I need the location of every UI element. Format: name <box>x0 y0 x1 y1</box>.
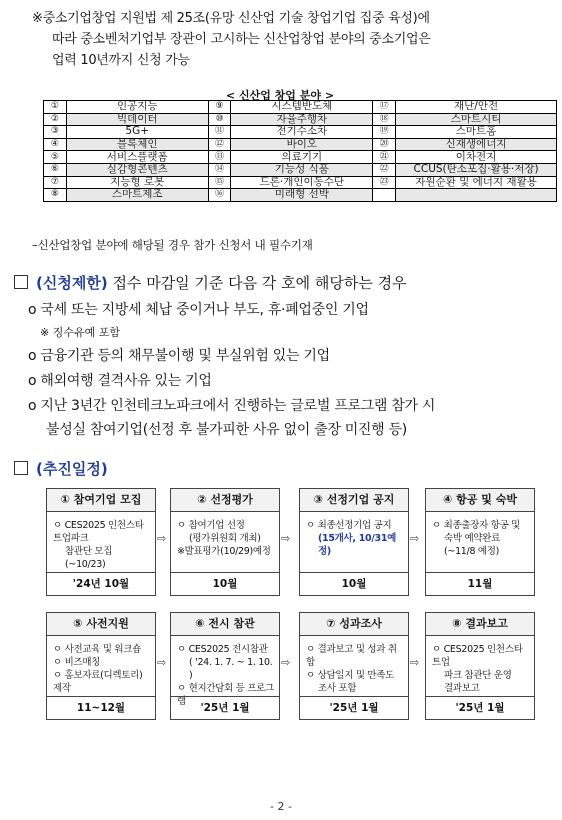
field-number: ① <box>44 101 67 114</box>
schedule-step-title: ② 선정평가 <box>171 489 279 512</box>
field-number: ④ <box>44 138 67 151</box>
field-number: ⑭ <box>208 163 231 176</box>
schedule-step-body <box>432 519 530 558</box>
arrow-right-icon: ⇨ <box>410 656 420 669</box>
schedule-step-body-line: ( '24. 1. 7. ~ 1. 10. ) <box>189 657 273 681</box>
schedule-step-date: '25년 1월 <box>426 696 534 719</box>
field-name: 실감형콘텐츠 <box>66 163 208 176</box>
field-name: 자원순환 및 에너지 재활용 <box>396 176 557 189</box>
schedule-step-body <box>306 519 404 558</box>
field-number: ⑱ <box>373 113 396 126</box>
intro-note <box>32 8 552 71</box>
field-name: 인공지능 <box>66 101 208 114</box>
schedule-step-body-line: ㅇ CES2025 전시참관 <box>177 644 268 655</box>
field-number: ⑬ <box>208 151 231 164</box>
field-name: 신재생에너지 <box>396 138 557 151</box>
schedule-step-body-line: ㅇ 상담일지 및 만족도 <box>306 670 395 681</box>
schedule-step-body-line: 참관단 모집(~10/23) <box>65 546 113 570</box>
schedule-step-date: '25년 1월 <box>300 696 408 719</box>
schedule-step-date: 11~12월 <box>47 696 155 719</box>
arrow-right-icon: ⇨ <box>281 656 291 669</box>
schedule-step-body <box>306 643 404 695</box>
restrictions-heading-text: 접수 마감일 기준 다음 각 호에 해당하는 경우 <box>107 274 407 292</box>
schedule-step-card <box>46 488 156 596</box>
field-number: ⑨ <box>208 101 231 114</box>
field-name: 자율주행차 <box>231 113 373 126</box>
schedule-step-body-line: ㅇ 최종출장자 항공 및 <box>432 520 521 531</box>
schedule-step-body-line: ※발표평가(10/29)예정 <box>177 546 271 557</box>
field-number: ⑥ <box>44 163 67 176</box>
field-number: ⑮ <box>208 176 231 189</box>
restriction-item-4: o 지난 3년간 인천테크노파크에서 진행하는 글로벌 프로그램 참가 시 <box>28 398 436 414</box>
field-number: ⑲ <box>373 126 396 139</box>
schedule-step-date: 10월 <box>171 572 279 595</box>
schedule-step-date: '24년 10월 <box>47 572 155 595</box>
field-name <box>396 189 557 202</box>
arrow-right-icon: ⇨ <box>157 532 167 545</box>
schedule-step-body-line: ㅇ 현지간담회 등 프로그램 <box>177 683 274 707</box>
field-number <box>373 189 396 202</box>
schedule-step-body-line: ㅇ 사전교육 및 워크숍 <box>53 644 142 655</box>
field-number: ⑩ <box>208 113 231 126</box>
field-name: 블록체인 <box>66 138 208 151</box>
field-name: 시스템반도체 <box>231 101 373 114</box>
intro-line-2: 따라 중소벤처기업부 장관이 고시하는 신산업창업 분야의 중소기업은 <box>52 32 431 47</box>
field-number: ⑧ <box>44 189 67 202</box>
schedule-step-body-line: ㅇ 비즈매칭 <box>53 657 101 668</box>
field-name: 바이오 <box>231 138 373 151</box>
field-number: ⑫ <box>208 138 231 151</box>
schedule-step-title: ⑤ 사전지원 <box>47 613 155 636</box>
field-number: ② <box>44 113 67 126</box>
field-name: 스마트시티 <box>396 113 557 126</box>
field-number: ㉓ <box>373 176 396 189</box>
restrictions-heading-label: (신청제한) <box>36 274 108 292</box>
schedule-step-card <box>425 488 535 596</box>
fields-table-row <box>44 101 557 114</box>
schedule-step-date: 10월 <box>300 572 408 595</box>
field-number: ⑦ <box>44 176 67 189</box>
restriction-item-4-cont: 불성실 참여기업(선정 후 불가피한 사유 없이 출장 미진행 등) <box>46 422 407 438</box>
field-number: ③ <box>44 126 67 139</box>
checkbox-square-icon <box>14 275 28 289</box>
schedule-step-card <box>170 612 280 720</box>
schedule-step-body-line: ㅇ 결과보고 및 성과 취합 <box>306 644 397 668</box>
fields-table-row <box>44 189 557 202</box>
schedule-step-title: ① 참여기업 모집 <box>47 489 155 512</box>
schedule-step-card <box>425 612 535 720</box>
field-name: 스마트홈 <box>396 126 557 139</box>
field-name: 5G+ <box>66 126 208 139</box>
field-name: 의료기기 <box>231 151 373 164</box>
intro-line-3: 업력 10년까지 신청 가능 <box>52 53 190 68</box>
schedule-step-body-line: ㅇ 홍보자료(디렉토리) 제작 <box>53 670 143 694</box>
schedule-step-body-line: 숙박 예약완료 <box>444 533 500 544</box>
restrictions-heading <box>14 272 407 293</box>
schedule-step-date: '25년 1월 <box>171 696 279 719</box>
field-name: 서비스플랫폼 <box>66 151 208 164</box>
field-name: 빅데이터 <box>66 113 208 126</box>
schedule-step-body-line: 파크 참관단 운영 <box>444 670 512 681</box>
restriction-item-2: o 금융기관 등의 채무불이행 및 부실위험 있는 기업 <box>28 348 330 364</box>
field-number: ㉒ <box>373 163 396 176</box>
checkbox-square-icon <box>14 461 28 475</box>
schedule-step-body-line: ㅇ CES2025 인천스타트업파크 <box>53 520 144 544</box>
page-number: - 2 - <box>270 800 292 813</box>
fields-table-title: < 신산업 창업 분야 > <box>225 89 335 102</box>
schedule-step-body <box>53 519 151 571</box>
schedule-step-body-line: 조사 포함 <box>318 683 357 694</box>
schedule-heading <box>14 458 108 479</box>
fields-table-row <box>44 163 557 176</box>
schedule-step-body <box>432 643 530 695</box>
fields-table-row <box>44 138 557 151</box>
field-name: 이차전지 <box>396 151 557 164</box>
schedule-step-title: ⑦ 성과조사 <box>300 613 408 636</box>
schedule-step-body-line: ㅇ CES2025 인천스타트업 <box>432 644 523 668</box>
fields-table-row <box>44 151 557 164</box>
fields-table <box>43 100 557 202</box>
fields-footnote: –신산업창업 분야에 해당될 경우 참가 신청서 내 필수기재 <box>32 238 313 252</box>
schedule-step-body-line: ㅇ 최종선정기업 공지 <box>306 520 392 531</box>
arrow-right-icon: ⇨ <box>157 656 167 669</box>
schedule-step-title: ⑧ 결과보고 <box>426 613 534 636</box>
field-name: 스마트제조 <box>66 189 208 202</box>
fields-table-row <box>44 176 557 189</box>
restriction-item-1: o 국세 또는 지방세 체납 중이거나 부도, 휴·폐업중인 기업 <box>28 302 369 318</box>
schedule-step-title: ③ 선정기업 공지 <box>300 489 408 512</box>
schedule-step-card <box>299 488 409 596</box>
field-number: ㉑ <box>373 151 396 164</box>
schedule-step-title: ④ 항공 및 숙박 <box>426 489 534 512</box>
field-number: ⑪ <box>208 126 231 139</box>
field-name: 미래형 선박 <box>231 189 373 202</box>
field-name: 기능성 식품 <box>231 163 373 176</box>
field-name: 재난/안전 <box>396 101 557 114</box>
schedule-step-body <box>177 519 275 558</box>
schedule-step-body-line: ㅇ 참여기업 선정 <box>177 520 245 531</box>
intro-line-1: ※중소기업창업 지원법 제 25조(유망 신산업 기술 창업기업 집중 육성)에 <box>32 11 430 26</box>
arrow-right-icon: ⇨ <box>281 532 291 545</box>
field-name: 드론·개인이동수단 <box>231 176 373 189</box>
schedule-step-body-line: (~11/8 예정) <box>444 546 500 557</box>
arrow-right-icon: ⇨ <box>410 532 420 545</box>
fields-table-row <box>44 126 557 139</box>
field-number: ⑰ <box>373 101 396 114</box>
field-name: CCUS(탄소포집·활용·저장) <box>396 163 557 176</box>
schedule-step-body-line: (15개사, 10/31예정) <box>318 533 397 557</box>
schedule-step-card <box>299 612 409 720</box>
schedule-step-body <box>53 643 151 695</box>
field-name: 지능형 로봇 <box>66 176 208 189</box>
field-name: 전기수소차 <box>231 126 373 139</box>
schedule-step-date: 11월 <box>426 572 534 595</box>
schedule-step-body-line: (평가위원회 개최) <box>189 533 261 544</box>
schedule-step-card <box>170 488 280 596</box>
field-number: ⑤ <box>44 151 67 164</box>
fields-table-row <box>44 113 557 126</box>
schedule-heading-label: (추진일정) <box>36 460 108 478</box>
field-number: ⑯ <box>208 189 231 202</box>
schedule-step-card <box>46 612 156 720</box>
schedule-step-body-line: 결과보고 <box>444 683 480 694</box>
restriction-sub-note: ※ 징수유예 포함 <box>40 326 120 339</box>
schedule-step-title: ⑥ 전시 참관 <box>171 613 279 636</box>
restriction-item-3: o 해외여행 결격사유 있는 기업 <box>28 373 212 389</box>
field-number: ⑳ <box>373 138 396 151</box>
